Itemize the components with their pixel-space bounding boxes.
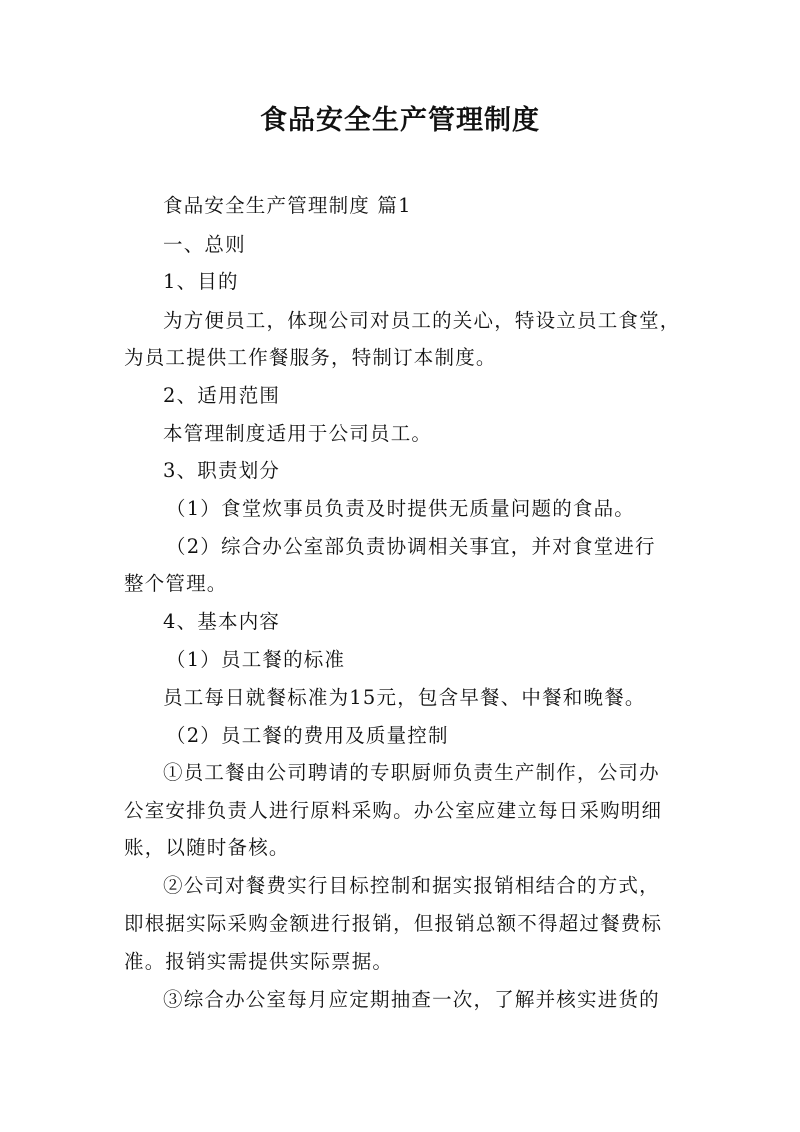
paragraph-line: ②公司对餐费实行目标控制和据实报销相结合的方式， bbox=[163, 874, 660, 897]
paragraph-line: 即根据实际采购金额进行报销，但报销总额不得超过餐费标 bbox=[124, 912, 663, 935]
paragraph-line: 公室安排负责人进行原料采购。办公室应建立每日采购明细 bbox=[124, 799, 663, 822]
document-title: 食品安全生产管理制度 bbox=[260, 105, 540, 136]
paragraph-line: 为员工提供工作餐服务，特制订本制度。 bbox=[124, 346, 497, 369]
section-heading: 食品安全生产管理制度 篇1 bbox=[163, 194, 412, 217]
subsection-heading: 1、目的 bbox=[163, 270, 239, 293]
subsection-heading: 3、职责划分 bbox=[163, 459, 281, 482]
paragraph-line: ③综合办公室每月应定期抽查一次，了解并核实进货的 bbox=[163, 988, 660, 1011]
paragraph-line: 准。报销实需提供实际票据。 bbox=[124, 950, 394, 973]
paragraph-line: 员工每日就餐标准为15元，包含早餐、中餐和晚餐。 bbox=[163, 686, 646, 709]
paragraph-line: 账，以随时备核。 bbox=[124, 836, 290, 859]
subsection-heading: 4、基本内容 bbox=[163, 610, 281, 633]
subsection-heading: 2、适用范围 bbox=[163, 384, 281, 407]
paragraph-line: 本管理制度适用于公司员工。 bbox=[163, 422, 433, 445]
paragraph-line: 整个管理。 bbox=[124, 572, 228, 595]
list-item: （1）食堂炊事员负责及时提供无质量问题的食品。 bbox=[166, 497, 636, 520]
list-item: （2）综合办公室部负责协调相关事宜，并对食堂进行 bbox=[166, 535, 656, 558]
paragraph-line: 为方便员工，体现公司对员工的关心，特设立员工食堂， bbox=[163, 309, 681, 332]
chapter-heading: 一、总则 bbox=[163, 233, 246, 256]
list-item: （1）员工餐的标准 bbox=[166, 648, 346, 671]
list-item: （2）员工餐的费用及质量控制 bbox=[166, 724, 449, 747]
paragraph-line: ①员工餐由公司聘请的专职厨师负责生产制作，公司办 bbox=[163, 761, 660, 784]
